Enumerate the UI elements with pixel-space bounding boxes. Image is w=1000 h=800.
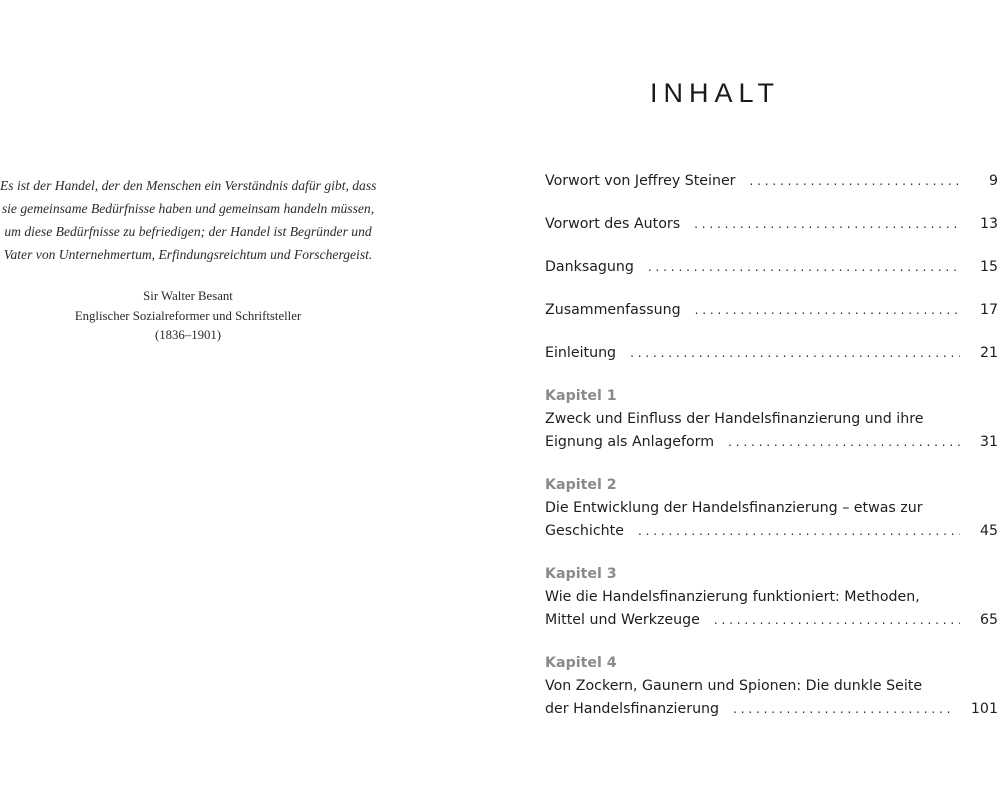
chapter-title-line: Eignung als Anlageform (545, 434, 715, 450)
toc-page-number: 21 (979, 345, 998, 361)
toc-chapter-4[interactable] (545, 652, 998, 721)
chapter-label: Kapitel 4 (545, 655, 617, 671)
toc-row (545, 170, 998, 193)
toc-entry-title: Danksagung (545, 259, 634, 275)
toc-row (545, 342, 998, 365)
toc-entry-danksagung[interactable] (545, 256, 998, 279)
epigraph-author: Sir Walter Besant (143, 289, 233, 303)
epigraph-quote-line: um diese Bedürfnisse zu befriedigen; der Handel ist Begründer und (4, 224, 372, 239)
dot-leader (695, 299, 960, 322)
toc-page-number: 13 (979, 216, 998, 232)
chapter-title-line: Geschichte (545, 523, 624, 539)
chapter-title-line: Von Zockern, Gaunern und Spionen: Die dunkle Seite (545, 678, 923, 694)
epigraph-author-dates: (1836–1901) (154, 328, 222, 342)
toc-page-number: 31 (979, 434, 998, 450)
chapter-title-line: Mittel und Werkzeuge (545, 612, 700, 628)
toc-page-number: 17 (979, 302, 998, 318)
dot-leader (750, 170, 960, 193)
epigraph (0, 174, 376, 346)
table-of-contents (545, 170, 998, 741)
toc-entry-zusammenfassung[interactable] (545, 299, 998, 322)
toc-page-number: 101 (970, 701, 998, 717)
chapter-label: Kapitel 1 (545, 388, 617, 404)
dot-leader (630, 342, 960, 365)
dot-leader (648, 256, 960, 279)
toc-entry-vorwort-steiner[interactable] (545, 170, 998, 193)
dot-leader (638, 520, 960, 543)
toc-row (545, 520, 998, 543)
toc-chapter-2[interactable] (545, 474, 998, 543)
toc-row (545, 256, 998, 279)
toc-row (545, 431, 998, 454)
epigraph-quote-line: Es ist der Handel, der den Menschen ein Verständnis dafür gibt, dass (0, 178, 377, 193)
toc-entry-title: Einleitung (545, 345, 617, 361)
toc-entry-title: Vorwort des Autors (545, 216, 681, 232)
dot-leader (694, 213, 960, 236)
toc-entry-vorwort-autor[interactable] (545, 213, 998, 236)
toc-row (545, 299, 998, 322)
epigraph-quote-line: sie gemeinsame Bedürfnisse haben und gemeinsam handeln müssen, (1, 201, 375, 216)
dot-leader (728, 431, 960, 454)
chapter-title-line: der Handelsfinanzierung (545, 701, 720, 717)
dot-leader (714, 609, 960, 632)
toc-heading: INHALT (649, 78, 780, 108)
toc-entry-einleitung[interactable] (545, 342, 998, 365)
toc-chapter-1[interactable] (545, 385, 998, 454)
chapter-title-line: Wie die Handelsfinanzierung funktioniert: Methoden, (545, 589, 920, 605)
toc-row (545, 609, 998, 632)
chapter-title-line: Die Entwicklung der Handelsfinanzierung – etwas zur (545, 500, 923, 516)
toc-entry-title: Zusammenfassung (545, 302, 681, 318)
chapter-label: Kapitel 3 (545, 566, 617, 582)
chapter-title-line: Zweck und Einfluss der Handelsfinanzierung und ihre (545, 411, 924, 427)
toc-page-number: 65 (979, 612, 998, 628)
epigraph-author-description: Englischer Sozialreformer und Schriftsteller (74, 308, 302, 323)
toc-page-number: 45 (979, 523, 998, 539)
toc-entry-title: Vorwort von Jeffrey Steiner (545, 173, 736, 189)
chapter-label: Kapitel 2 (545, 477, 617, 493)
toc-row (545, 213, 998, 236)
toc-page-number: 9 (988, 173, 998, 189)
epigraph-attribution (0, 287, 376, 346)
epigraph-quote-line: Vater von Unternehmertum, Erfindungsreichtum und Forschergeist. (3, 247, 373, 262)
dot-leader (733, 698, 953, 721)
toc-chapter-3[interactable] (545, 563, 998, 632)
toc-row (545, 698, 998, 721)
toc-page-number: 15 (979, 259, 998, 275)
